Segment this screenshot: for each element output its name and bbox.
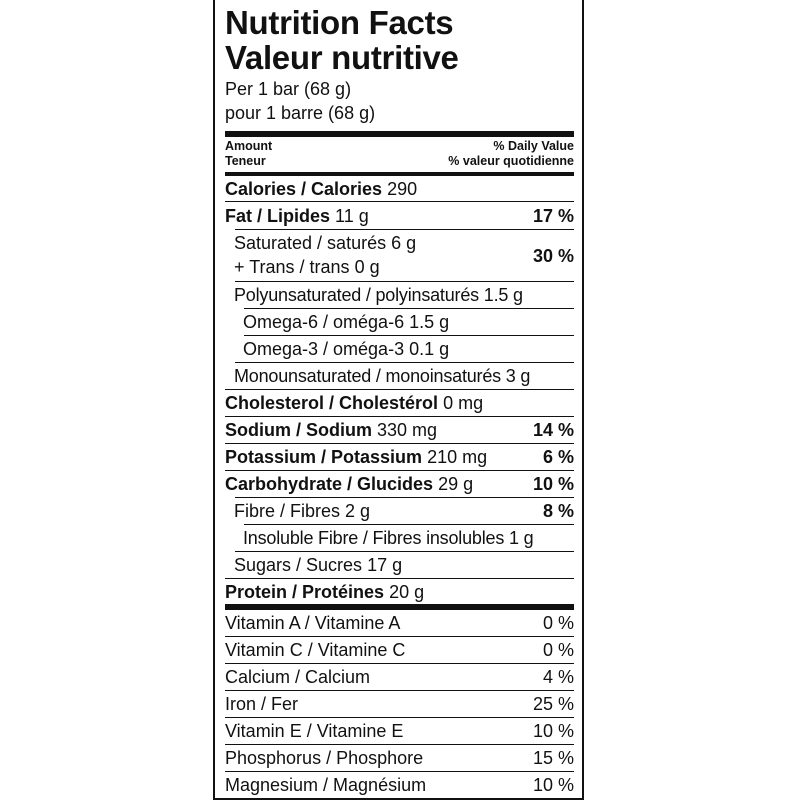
vitamin-daily-value: 25 % — [532, 694, 574, 714]
fibre-amount: 2 g — [345, 501, 371, 521]
saturated-row — [225, 232, 574, 254]
cholesterol-row — [225, 392, 574, 414]
vitamin-daily-value: 10 % — [532, 775, 574, 795]
vitamin-row — [225, 720, 574, 742]
divider — [235, 362, 574, 363]
vitamin-label: Calcium / Calcium — [225, 667, 371, 687]
protein-row — [225, 581, 574, 603]
header-divider — [225, 172, 574, 176]
calories-amount: 290 — [387, 179, 418, 199]
cholesterol-label: Cholesterol / Cholestérol — [225, 393, 439, 413]
serving-size-english: Per 1 bar (68 g) — [225, 79, 352, 99]
vitamin-row — [225, 747, 574, 769]
title-english: Nutrition Facts — [225, 4, 454, 41]
fibre-label: Fibre / Fibres — [234, 501, 341, 521]
insoluble-fibre-row — [225, 527, 574, 549]
daily-value-header-french: % valeur quotidienne — [448, 154, 574, 168]
carbohydrate-amount: 29 g — [438, 474, 474, 494]
divider — [225, 636, 574, 637]
vitamin-daily-value: 4 % — [542, 667, 574, 687]
divider — [235, 497, 574, 498]
carbohydrate-label: Carbohydrate / Glucides — [225, 474, 434, 494]
thick-divider — [225, 604, 574, 610]
fat-row — [225, 205, 574, 227]
sugars-label: Sugars / Sucres — [234, 555, 363, 575]
divider — [235, 229, 574, 230]
potassium-label: Potassium / Potassium — [225, 447, 423, 467]
monounsaturated-amount: 3 g — [505, 366, 531, 386]
divider — [235, 551, 574, 552]
daily-value-header — [448, 139, 574, 169]
vitamin-daily-value: 10 % — [532, 721, 574, 741]
potassium-amount: 210 mg — [427, 447, 488, 467]
nutrition-facts-content — [225, 0, 574, 798]
vitamin-label: Vitamin E / Vitamine E — [225, 721, 404, 741]
daily-value-header-english: % Daily Value — [493, 139, 574, 153]
monounsaturated-row — [225, 365, 574, 387]
divider — [225, 389, 574, 390]
omega3-label: Omega-3 / oméga-3 — [243, 339, 405, 359]
vitamin-row — [225, 693, 574, 715]
divider — [225, 416, 574, 417]
sodium-daily-value: 14 % — [532, 420, 574, 440]
divider — [225, 578, 574, 579]
vitamin-label: Vitamin A / Vitamine A — [225, 613, 401, 633]
fibre-row — [225, 500, 574, 522]
omega6-row — [225, 311, 574, 333]
omega6-label: Omega-6 / oméga-6 — [243, 312, 405, 332]
potassium-daily-value: 6 % — [542, 447, 574, 467]
potassium-row — [225, 446, 574, 468]
protein-label: Protein / Protéines — [225, 582, 385, 602]
thick-divider — [225, 131, 574, 137]
divider — [225, 717, 574, 718]
insoluble-fibre-amount: 1 g — [508, 528, 534, 548]
fat-daily-value: 17 % — [532, 206, 574, 226]
calories-label: Calories / Calories — [225, 179, 383, 199]
divider — [225, 663, 574, 664]
amount-header-english: Amount — [225, 139, 273, 153]
vitamin-row — [225, 639, 574, 661]
saturated-trans-daily-value: 30 % — [532, 246, 574, 266]
divider — [225, 771, 574, 772]
vitamin-daily-value: 0 % — [542, 640, 574, 660]
divider — [244, 308, 574, 309]
polyunsaturated-amount: 1.5 g — [483, 285, 523, 305]
divider — [225, 443, 574, 444]
omega3-amount: 0.1 g — [409, 339, 450, 359]
amount-header — [225, 139, 272, 169]
sodium-label: Sodium / Sodium — [225, 420, 372, 440]
vitamin-label: Iron / Fer — [225, 694, 299, 714]
saturated-label: Saturated / saturés — [234, 233, 387, 253]
polyunsaturated-label: Polyunsaturated / polyinsaturés — [234, 285, 479, 305]
sugars-amount: 17 g — [367, 555, 403, 575]
vitamin-label: Magnesium / Magnésium — [225, 775, 427, 795]
protein-amount: 20 g — [389, 582, 425, 602]
divider — [225, 470, 574, 471]
serving-size-french: pour 1 barre (68 g) — [225, 103, 376, 123]
fibre-daily-value: 8 % — [542, 501, 574, 521]
title-french: Valeur nutritive — [225, 39, 459, 76]
trans-row — [225, 256, 574, 278]
divider — [244, 524, 574, 525]
carbohydrate-row — [225, 473, 574, 495]
monounsaturated-label: Monounsaturated / monoinsaturés — [234, 366, 501, 386]
omega3-row — [225, 338, 574, 360]
divider — [225, 201, 574, 202]
vitamin-row — [225, 612, 574, 634]
sugars-row — [225, 554, 574, 576]
divider — [244, 335, 574, 336]
calories-row — [225, 178, 574, 200]
polyunsaturated-row — [225, 284, 574, 306]
cholesterol-amount: 0 mg — [443, 393, 484, 413]
fat-amount: 11 g — [335, 206, 369, 226]
divider — [235, 281, 574, 282]
vitamin-row — [225, 666, 574, 688]
vitamin-label: Vitamin C / Vitamine C — [225, 640, 406, 660]
nutrition-facts-panel — [213, 0, 584, 800]
vitamin-row — [225, 774, 574, 796]
trans-label: + Trans / trans — [234, 257, 350, 277]
trans-amount: 0 g — [354, 257, 380, 277]
vitamin-daily-value: 15 % — [532, 748, 574, 768]
divider — [225, 690, 574, 691]
divider — [225, 744, 574, 745]
insoluble-fibre-label: Insoluble Fibre / Fibres insolubles — [243, 528, 505, 548]
carbohydrate-daily-value: 10 % — [532, 474, 574, 494]
fat-label: Fat / Lipides — [225, 206, 331, 226]
amount-header-french: Teneur — [225, 154, 266, 168]
omega6-amount: 1.5 g — [409, 312, 450, 332]
sodium-amount: 330 mg — [377, 420, 438, 440]
sodium-row — [225, 419, 574, 441]
saturated-amount: 6 g — [391, 233, 417, 253]
vitamin-label: Phosphorus / Phosphore — [225, 748, 424, 768]
vitamin-daily-value: 0 % — [542, 613, 574, 633]
